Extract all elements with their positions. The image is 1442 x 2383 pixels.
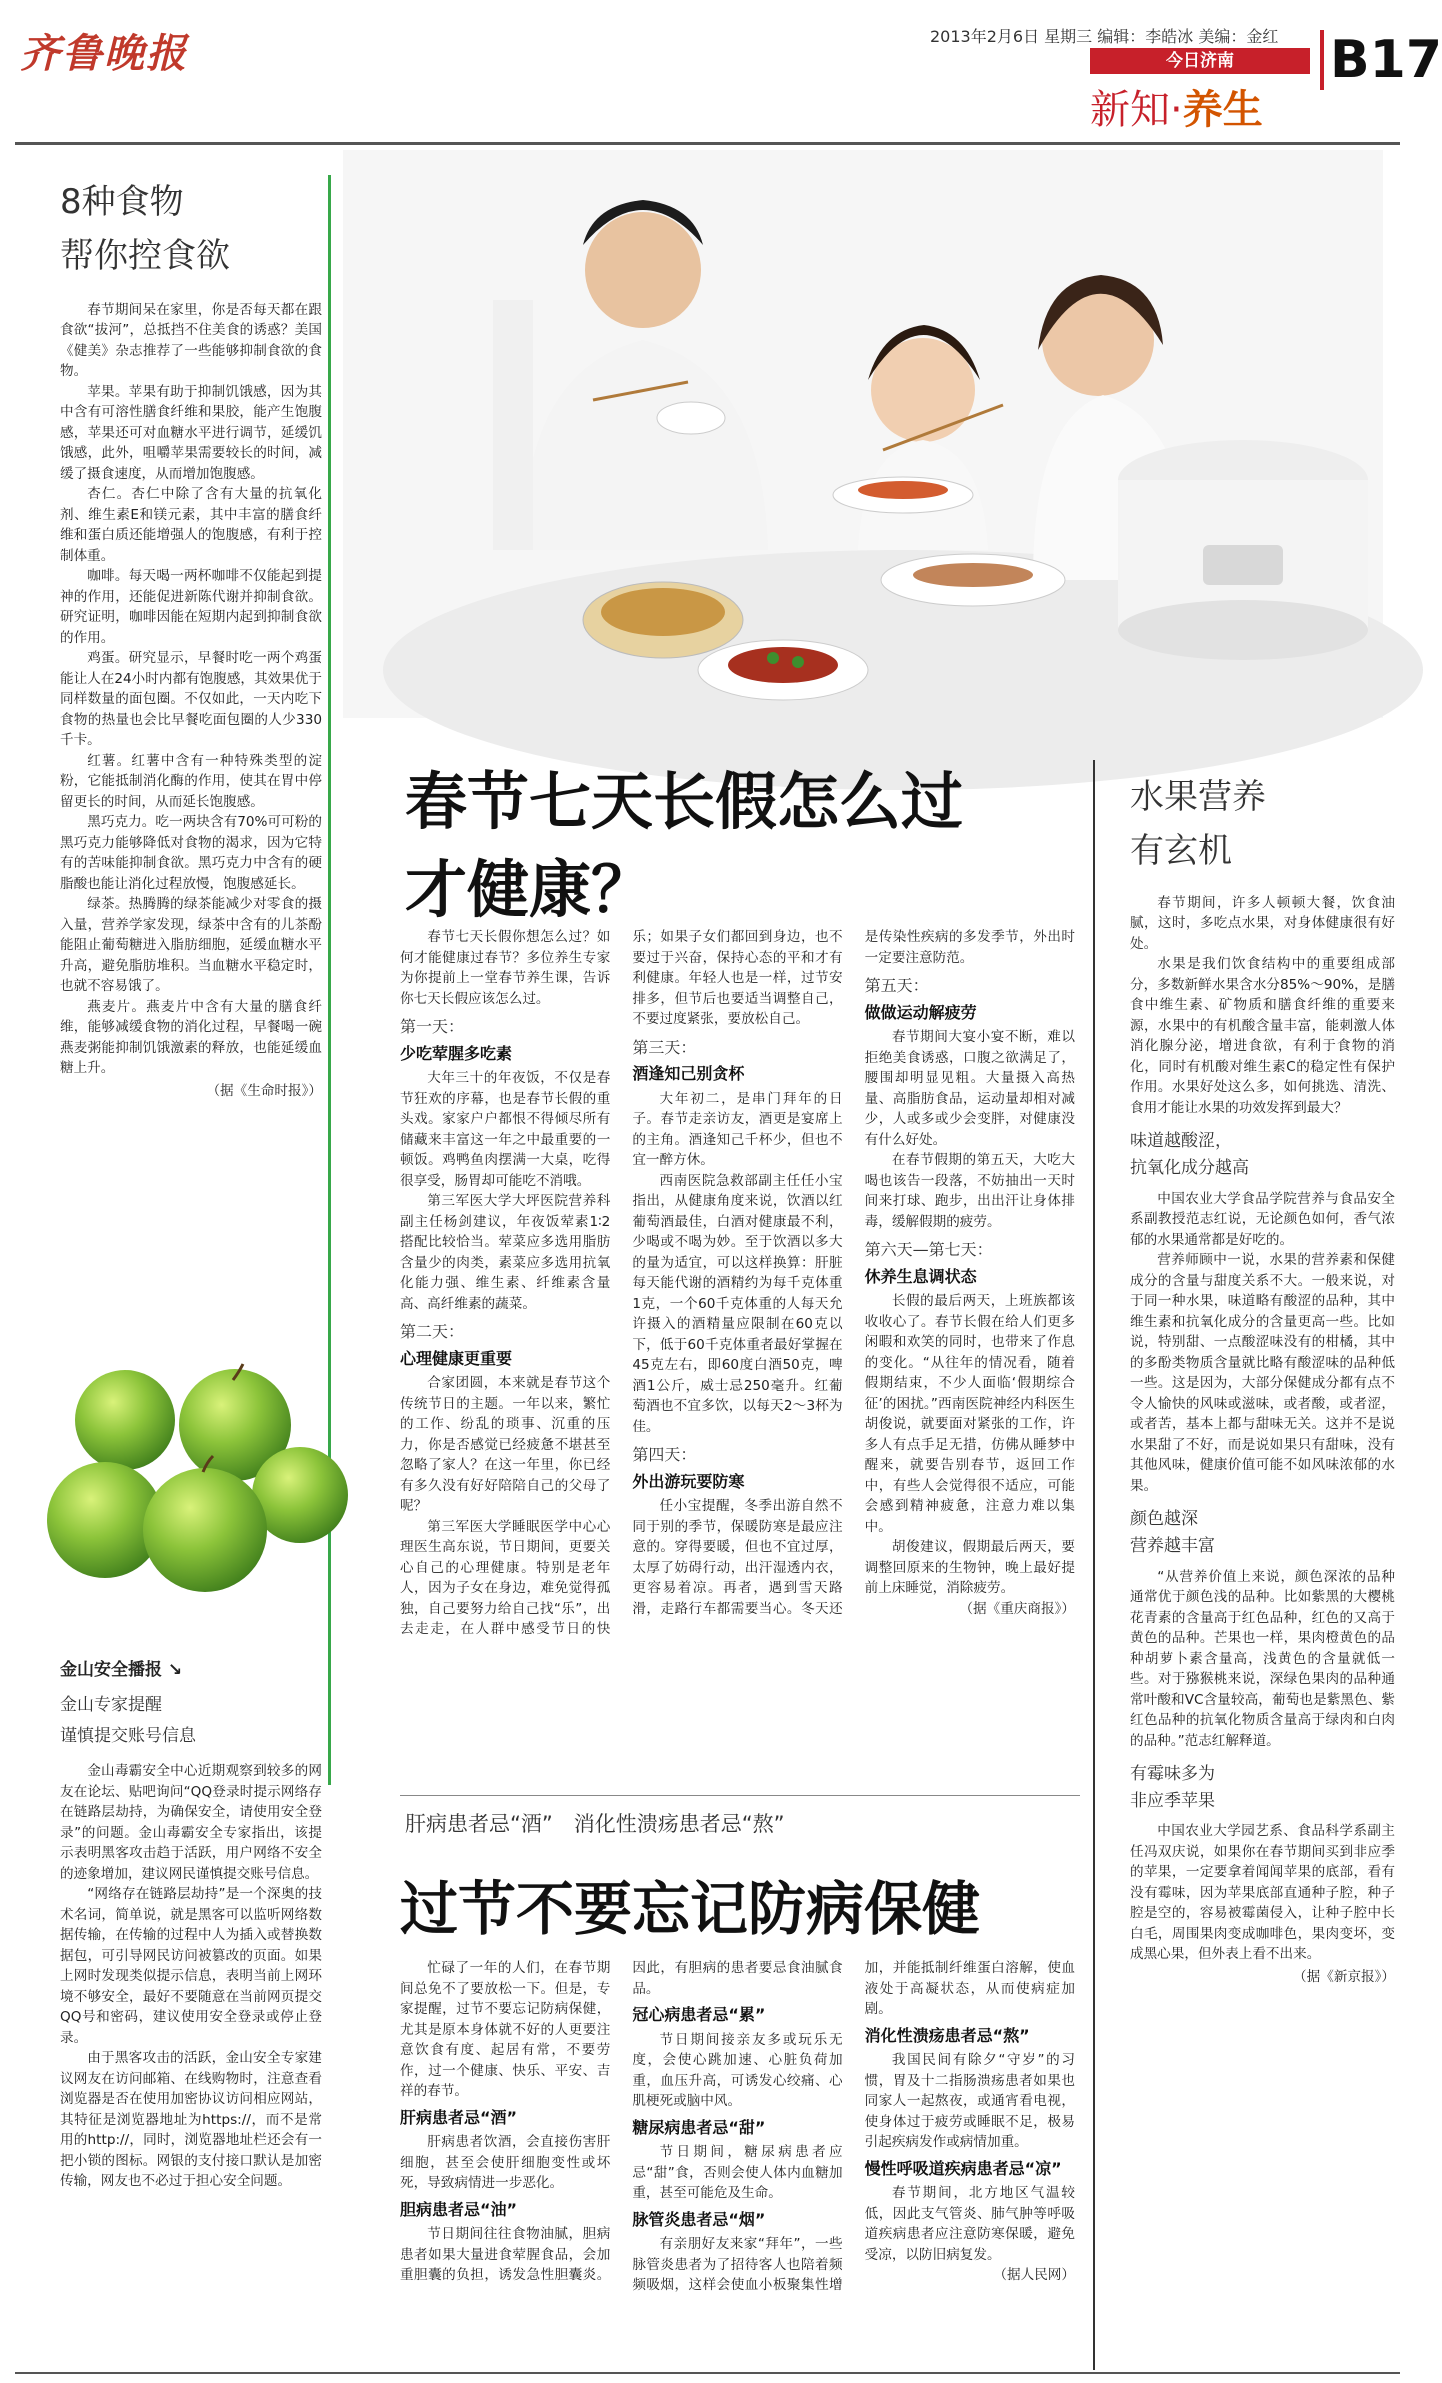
section-day: 第二天： [400, 1322, 465, 1341]
paragraph: 节日期间，糖尿病患者应忌“甜”食，否则会使人体内血糖加重，甚至可能危及生命。 [632, 2144, 843, 2201]
left-title-line-1: 8种食物 [60, 182, 184, 222]
paragraph: 节日期间接亲友多或玩乐无度，会使心跳加速、心脏负荷加重，血压升高，可诱发心绞痛、心肌梗死或脑中风。 [632, 2031, 843, 2109]
security-notice-article [60, 1655, 322, 2192]
item-title: 脉管炎患者忌“烟” [632, 2209, 766, 2229]
right-subhead [1130, 1761, 1395, 1815]
right-subhead [1130, 1506, 1395, 1560]
item-title: 慢性呼吸道疾病患者忌“凉” [864, 2158, 1062, 2178]
article-2-source: （据人民网） [993, 2267, 1075, 2283]
section-title [1090, 78, 1263, 135]
paragraph: 合家团圆，本来就是春节这个传统节日的主题。一年以来，繁忙的工作、纷乱的琐事、沉重的压力，你是否感觉已经疲惫不堪甚至忽略了家人？在这一年里，你已经有多久没有好好陪陪自己的父母了呢？ [400, 1375, 611, 1514]
left-title-line-2: 帮你控食欲 [60, 236, 230, 277]
section-title-part-2: 养生 [1182, 87, 1263, 133]
paragraph: 营养师顾中一说，水果的营养素和保健成分的含量与甜度关系不大。一般来说，对于同一种水果，味道略有酸涩的品种，其中维生素和抗氧化成分的含量更高一些。比如说，特别甜、一点酸涩味没有的柑橘，其中的多酚类物质含量就比略有酸涩味的品种低一些。这是因为，大部分保健成分都有点不令人愉快的风味或滋味，或者酸，或者涩，或者苦，基本上都与甜味无关。这并不是说水果甜了不好，而是说如果只有甜味，没有其他风味，健康价值可能不如风味浓郁的水果。 [1130, 1252, 1395, 1494]
arrow-icon: ↘ [167, 1660, 183, 1680]
section-day: 第四天： [632, 1445, 697, 1464]
right-title-line-2: 有玄机 [1130, 831, 1232, 872]
paragraph: 春节期间大宴小宴不断，难以拒绝美食诱惑，口腹之欲满足了，腰围却明显见粗。大量摄入高热量、高脂肪食品，运动量却相对减少，人或多或少会变胖，对健康没有什么好处。 [864, 1029, 1075, 1148]
top-divider [15, 142, 1400, 145]
paragraph: 春节期间，许多人顿顿大餐，饮食油腻，这时，多吃点水果，对身体健康很有好处。 [1130, 894, 1395, 952]
item-title: 肝病患者忌“酒” [400, 2107, 518, 2127]
subhead-line: 非应季苹果 [1130, 1791, 1215, 1812]
article-2-divider [400, 1795, 1080, 1796]
right-column-article [1130, 770, 1395, 1985]
paragraph: 红薯。红薯中含有一种特殊类型的淀粉，它能抵制消化酶的作用，使其在胃中停留更长的时间，从而延长饱腹感。 [60, 752, 322, 810]
paragraph: 金山毒霸安全中心近期观察到较多的网友在论坛、贴吧询问“QQ登录时提示网络存在链路层劫持，为确保安全，请使用安全登录”的问题。金山毒霸安全专家指出，该提示表明黑客攻击趋于活跃，用户网络不安全的迹象增加，建议网民谨慎提交账号信息。 [60, 1763, 322, 1882]
paragraph: 由于黑客攻击的活跃，金山安全专家建议网友在访问邮箱、在线购物时，注意查看浏览器是否在使用加密协议访问相应网站，其特征是浏览器地址为https://，而不是常用的http://，同时，浏览器地址栏还会有一把小锁的图标。网银的支付接口默认是加密传输，网友也不必过于担心安全问题。 [60, 2050, 322, 2190]
left-body [60, 300, 322, 1079]
section-title: 心理健康更重要 [400, 1348, 513, 1368]
paragraph: 在春节假期的第五天，大吃大喝也该告一段落，不妨抽出一天时间来打球、跑步，出出汗让身体排毒，缓解假期的疲劳。 [864, 1152, 1075, 1230]
paragraph: “网络存在链路层劫持”是一个深奥的技术名词，简单说，就是黑客可以监听网络数据传输，在传输的过程中人为插入或替换数据包，可引导网民访问被篡改的页面。如果上网时发现类似提示信息，表明当前上网环境不够安全，最好不要随意在当前网页提交QQ号和密码，建议使用安全登录或停止登录。 [60, 1886, 322, 2046]
article-1-body [400, 927, 1075, 1640]
article-2-headline: 过节不要忘记防病保健 [400, 1875, 981, 1943]
paragraph: 中国农业大学食品学院营养与食品安全系副教授范志红说，无论颜色如何，香气浓郁的水果通常都是好吃的。 [1130, 1190, 1395, 1248]
section-day: 第三天： [632, 1037, 697, 1057]
notice-subtitle-2: 谨慎提交账号信息 [60, 1725, 196, 1746]
dateline: 2013年2月6日 星期三 编辑：李皓冰 美编：金红 [930, 27, 1279, 46]
paragraph: 春节期间呆在家里，你是否每天都在跟食欲“拔河”，总抵挡不住美食的诱惑？美国《健美》杂志推荐了一些能够抑制食欲的食物。 [60, 301, 322, 380]
section-day: 第五天： [864, 976, 929, 995]
subhead-line: 味道越酸涩， [1130, 1131, 1232, 1152]
paragraph: 西南医院急救部副主任任小宝指出，从健康角度来说，饮酒以红葡萄酒最佳，白酒对健康最不利，少喝或不喝为妙。至于饮酒以多大的量为适宜，可以这样换算：肝脏每天能代谢的酒精约为每千克体重1克，一个60千克体重的人每天允许摄入的酒精量应限制在60克以下，低于60千克体重者最好掌握在45克左右，即60度白酒50克，啤酒1公斤，威士忌250毫升。红葡萄酒也不宜多饮，以每天2～3杯为佳。 [632, 1172, 843, 1435]
paragraph: 胡俊建议，假期最后两天，要调整回原来的生物钟，晚上最好提前上床睡觉，消除疲劳。 [864, 1539, 1075, 1596]
section-title-part-1: 新知 [1090, 87, 1170, 133]
green-apples-image [65, 1380, 327, 1585]
paragraph: 中国农业大学园艺系、食品科学系副主任冯双庆说，如果你在春节期间买到非应季的苹果，一定要拿着闻闻苹果的底部，看有没有霉味，因为苹果底部直通种子腔，种子腔是空的，容易被霉菌侵入，让种子腔中长白毛，周围果肉变成咖啡色，果肉变坏，变成黑心果，但外表上看不出来。 [1130, 1823, 1395, 1963]
right-source: （据《新京报》） [1293, 1968, 1395, 1985]
section-title: 做做运动解疲劳 [864, 1002, 977, 1022]
article-1-headline [405, 758, 963, 934]
paragraph: 第三军医大学大坪医院营养科副主任杨剑建议，年夜饭荤素1∶2搭配比较恰当。荤菜应多选用脂肪含量少的肉类，素菜应多选用抗氧化能力强、维生素、纤维素含量高、高纤维素的蔬菜。 [400, 1193, 611, 1312]
paragraph: 大年三十的年夜饭，不仅是春节狂欢的序幕，也是春节长假的重头戏。家家户户都恨不得倾尽所有储藏来丰富这一年之中最重要的一顿饭。鸡鸭鱼肉摆满一大桌，吃得很享受，肠胃却可能吃不消哦。 [400, 1070, 611, 1189]
subhead-line: 抗氧化成分越高 [1130, 1158, 1249, 1179]
section-title: 外出游玩要防寒 [632, 1471, 745, 1491]
section-title-dot: · [1170, 87, 1183, 133]
paragraph: 绿茶。热腾腾的绿茶能减少对零食的摄入量，营养学家发现，绿茶中含有的儿茶酚能阻止葡萄糖进入脂肪细胞，延缓血糖水平升高，避免脂肪堆积。当血糖水平稳定时，也就不容易饿了。 [60, 896, 322, 995]
green-divider [328, 175, 331, 1785]
paragraph: 大年初二，是串门拜年的日子。春节走亲访友，酒更是宴席上的主角。酒逢知己千杯少，但也不宜一醉方休。 [632, 1090, 843, 1168]
paragraph: 长假的最后两天，上班族都该收收心了。春节长假在给人们更多闲暇和欢笑的同时，也带来了作息的变化。“从往年的情况看，随着假期结束，不少人面临‘假期综合征’的困扰。”西南医院神经内科医生胡俊说，就要面对紧张的工作，许多人有点手足无措，仿佛从睡梦中醒来，就要告别春节，返回工作中，有些人会觉得很不适应，可能会感到精神疲惫，注意力难以集中。 [864, 1293, 1075, 1535]
right-body [1130, 893, 1395, 1965]
paragraph: 杏仁。杏仁中除了含有大量的抗氧化剂、维生素E和镁元素，其中丰富的膳食纤维和蛋白质还能增强人的饱腹感，有利于控制体重。 [60, 486, 322, 564]
paragraph: 苹果。苹果有助于抑制饥饿感，因为其中含有可溶性膳食纤维和果胶，能产生饱腹感，苹果还可对血糖水平进行调节，延缓饥饿感，此外，咀嚼苹果需要较长的时间，减缓了摄食速度，从而增加饱腹感。 [60, 383, 322, 482]
subhead-line: 颜色越深 [1130, 1509, 1198, 1530]
paragraph: 我国民间有除夕“守岁”的习惯，胃及十二指肠溃疡患者如果也同家人一起熬夜，或通宵看电视，使身体过于疲劳或睡眠不足，极易引起疾病发作或病情加重。 [864, 2052, 1075, 2150]
paragraph: 任小宝提醒，冬季出游自然不同于别的季节，保暖防寒是最应注意的。穿得要暖，但也不宜过厚，太厚了妨碍行动，出汗湿透内衣，更容易着凉。再者，遇到雪天路滑，走路行车都需要当心。冬天还是传染性疾病的多发季节，外出时一定要注意防范。 [632, 929, 1075, 1617]
paragraph: 肝病患者饮酒，会直接伤害肝细胞，甚至会使肝细胞变性或坏死，导致病情进一步恶化。 [400, 2134, 611, 2191]
article-2-kicker: 肝病患者忌“酒” 消化性溃疡患者忌“熬” [405, 1812, 785, 1836]
bottom-divider [15, 2372, 1400, 2374]
paragraph: 水果是我们饮食结构中的重要组成部分，多数新鲜水果含水分85%～90%，是膳食中维生素、矿物质和膳食纤维的重要来源，水果中的有机酸含量丰富，能刺激人体消化腺分泌，增进食欲，有利于食物的消化，同时有机酸对维生素C的稳定性有保护作用。水果好处这么多，如何挑选、清洗、食用才能让水果的功效发挥到最大？ [1130, 956, 1395, 1116]
notice-label-text: 金山安全播报 [60, 1660, 162, 1680]
paragraph: 忙碌了一年的人们，在春节期间总免不了要放松一下。但是，专家提醒，过节不要忘记防病保健，尤其是原本身体就不好的人更要注意饮食有度、起居有常，不要劳作，过一个健康、快乐、平安、吉祥的春节。 [400, 1960, 611, 2099]
item-title: 胆病患者忌“油” [400, 2199, 518, 2219]
paragraph: 春节期间，北方地区气温较低，因此支气管炎、肺气肿等呼吸道疾病患者应注意防寒保暖，避免受凉，以防旧病复发。 [864, 2185, 1075, 2263]
section-title: 少吃荤腥多吃素 [400, 1043, 513, 1063]
paragraph: 节日期间往往食物油腻，胆病患者如果大量进食荤腥食品，会加重胆囊的负担，诱发急性胆囊炎。因此，有胆病的患者要忌食油腻食品。 [400, 1960, 843, 2283]
section-box: 今日济南 [1090, 48, 1310, 74]
paragraph: 黑巧克力。吃一两块含有70%可可粉的黑巧克力能够降低对食物的渴求，因为它特有的苦味能抑制食欲。黑巧克力中含有的硬脂酸也能让消化过程放慢，饱腹感延长。 [60, 814, 322, 892]
paragraph: 燕麦片。燕麦片中含有大量的膳食纤维，能够减缓食物的消化过程，早餐喝一碗燕麦粥能抑制饥饿激素的释放，也能延缓血糖上升。 [60, 998, 322, 1077]
section-day: 第六天—第七天： [864, 1240, 993, 1259]
notice-subtitle-1: 金山专家提醒 [60, 1695, 162, 1715]
subhead-line: 营养越丰富 [1130, 1536, 1215, 1557]
section-title: 休养生息调状态 [864, 1266, 977, 1286]
article-1-source: （据《重庆商报》） [959, 1600, 1075, 1617]
masthead [0, 0, 1442, 140]
page-number: B17 [1320, 30, 1442, 90]
paragraph: 鸡蛋。研究显示，早餐时吃一两个鸡蛋能让人在24小时内都有饱腹感，其效果优于同样数量的面包圈。不仅如此，一天内吃下食物的热量也会比早餐吃面包圈的人少330千卡。 [60, 650, 322, 749]
notice-label [60, 1655, 322, 1680]
paragraph: 有亲朋好友来家“拜年”，一些脉管炎患者为了招待客人也陪着频频吸烟，这样会使血小板聚集性增加，并能抵制纤维蛋白溶解，使血液处于高凝状态，从而使病症加剧。 [632, 1960, 1075, 2293]
notice-body [60, 1761, 322, 2192]
paragraph: 咖啡。每天喝一两杯咖啡不仅能起到提神的作用，还能促进新陈代谢并抑制食欲。研究证明，咖啡因能在短期内起到抑制食欲的作用。 [60, 568, 322, 646]
headline-line-2: 才健康？ [405, 853, 654, 926]
article-2-body [400, 1958, 1075, 2296]
item-title: 消化性溃疡患者忌“熬” [864, 2025, 1030, 2045]
right-divider [1093, 760, 1095, 2370]
article-intro: 春节七天长假你想怎么过？如何才能健康过春节？多位养生专家为你提前上一堂春节养生课，告诉你七天长假应该怎么过。 [400, 929, 611, 1007]
headline-line-1: 春节七天长假怎么过 [405, 765, 964, 838]
left-source: （据《生命时报》） [206, 1082, 322, 1099]
item-title: 冠心病患者忌“累” [632, 2005, 766, 2024]
right-title-line-1: 水果营养 [1130, 777, 1266, 817]
section-day: 第一天： [400, 1017, 465, 1036]
right-subhead [1130, 1128, 1395, 1182]
newspaper-logo: 齐鲁晚报 [20, 30, 188, 77]
paragraph: “从营养价值上来说，颜色深浓的品种通常优于颜色浅的品种。比如紫黑的大樱桃花青素的含量高于红色品种，红色的又高于黄色的品种。芒果也一样，果肉橙黄色的品种胡萝卜素含量高，浅黄色的含量就低一些。对于猕猴桃来说，深绿色果肉的品种通常叶酸和VC含量较高，葡萄也是紫黑色、紫红色品种的抗氧化物质含量高于绿肉和白肉的品种。”范志红解释道。 [1130, 1568, 1395, 1749]
paragraph: 第三军医大学睡眠医学中心心理医生高东说，节日期间，更要关心自己的心理健康。特别是老年人，因为子女在身边，难免觉得孤独，自己要努力给自己找“乐”，出去走走，在人群中感受节日的快乐；如果子女们都回到身边，也不要过于兴奋，保持心态的平和才有利健康。年轻人也是一样，过节安排多，但节后也要适当调整自己，不要过度紧张，要放松自己。 [400, 929, 843, 1637]
family-dinner-photo [343, 150, 1383, 718]
left-column-article [60, 175, 322, 1099]
subhead-line: 有霉味多为 [1130, 1764, 1215, 1785]
section-title: 酒逢知己别贪杯 [632, 1064, 745, 1083]
item-title: 糖尿病患者忌“甜” [632, 2117, 766, 2137]
